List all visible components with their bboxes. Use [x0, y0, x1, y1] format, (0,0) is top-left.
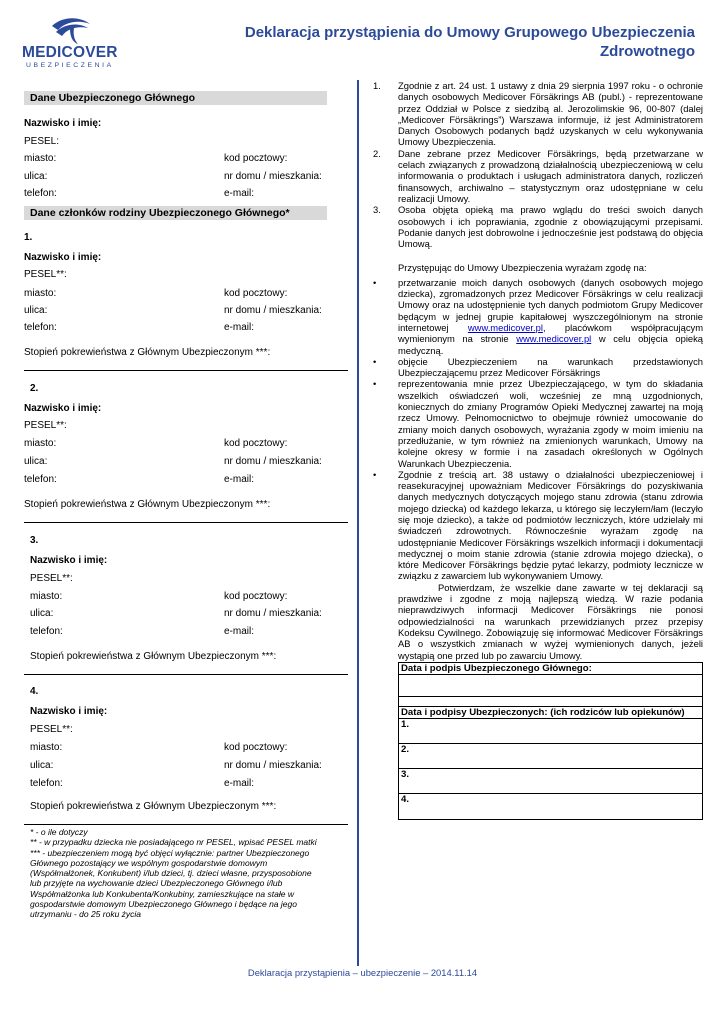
clause-number: 2.	[373, 147, 381, 159]
member-house-label: nr domu / mieszkania:	[224, 760, 322, 771]
signature-row[interactable]: 3.	[399, 769, 702, 794]
member-divider	[24, 824, 348, 825]
member-city-label: miasto:	[30, 742, 63, 753]
main-pesel-label: PESEL:	[24, 136, 60, 147]
member-house-label: nr domu / mieszkania:	[224, 456, 322, 467]
medicover-link[interactable]: www.medicover.pl	[467, 321, 543, 333]
member-city-label: miasto:	[24, 438, 57, 449]
bullet-icon: •	[373, 378, 377, 390]
member-name-label: Nazwisko i imię:	[24, 252, 102, 263]
main-insured-section-header: Dane Ubezpieczonego Głównego	[24, 91, 327, 105]
insured-signature-label: Data i podpisy Ubezpieczonych: (ich rodziców lub opiekunów)	[399, 707, 702, 719]
member-city-label: miasto:	[30, 591, 63, 602]
signature-table	[398, 662, 703, 820]
page-title-line2: Zdrowotnego	[600, 43, 695, 60]
signature-row[interactable]: 1.	[399, 719, 702, 744]
bullet-text: przetwarzanie moich danych osobowych (danych osobowych mojego dziecka), zgromadzonych przez Medicover Försäkrings w celu realizacji Umowy oraz na udostępnienie tych danych podmiotom Grupy Medicover będącym w jednej grupie kapitałowej wyszczególnionym na stronie internetowej	[398, 276, 703, 333]
column-divider	[357, 80, 359, 966]
member-divider	[24, 522, 348, 523]
consent-intro: Przystępując do Umowy Ubezpieczenia wyrażam zgodę na:	[398, 262, 647, 274]
member-relation-label: Stopień pokrewieństwa z Głównym Ubezpieczonym ***:	[30, 801, 277, 812]
member-phone-label: telefon:	[24, 474, 57, 485]
footnote-line: ** - w przypadku dziecka nie posiadającego nr PESEL, wpisać PESEL matki	[30, 837, 317, 848]
medicover-link[interactable]: www.medicover.pl	[516, 333, 592, 345]
main-street-label: ulica:	[24, 171, 48, 182]
footnote-line: *** - ubezpieczeniem mogą być objęci wyłącznie: partner Ubezpieczonego	[30, 847, 310, 858]
main-email-label: e-mail:	[224, 188, 255, 199]
consent-bullet	[373, 356, 703, 379]
footnote-line: utrzymaniu - do 25 roku życia	[30, 909, 142, 920]
member-number: 2.	[30, 383, 39, 394]
family-section-header: Dane członków rodziny Ubezpieczonego Głównego*	[24, 206, 327, 220]
clause	[373, 204, 703, 249]
member-phone-label: telefon:	[30, 778, 63, 789]
member-number: 1.	[24, 232, 33, 243]
bullet-text: objęcie Ubezpieczeniem na warunkach przedstawionych Ubezpieczającemu przez Medicover Försäkrings	[398, 355, 703, 379]
member-relation-label: Stopień pokrewieństwa z Głównym Ubezpieczonym ***:	[30, 651, 277, 662]
bullet-text: , placówkom współpracującym wymienionym na stronie	[398, 321, 704, 345]
member-divider	[24, 674, 348, 675]
member-divider	[24, 370, 348, 371]
footnote-line: (Współmałżonek, Konkubent) i/lub dzieci, tj. dzieci własne, przysposobione	[30, 868, 312, 879]
member-postal-label: kod pocztowy:	[224, 591, 288, 602]
footnotes	[30, 827, 355, 920]
member-street-label: ulica:	[30, 760, 54, 771]
main-signature-field[interactable]	[399, 675, 702, 697]
right-column	[373, 80, 703, 820]
footnote-line: * - o ile dotyczy	[30, 827, 88, 837]
consent-bullet	[373, 469, 703, 582]
main-postal-label: kod pocztowy:	[224, 153, 288, 164]
confirmation-text: Potwierdzam, że wszelkie dane zawarte w tej deklaracji są prawdziwe i zgodne z moją najlepszą wiedzą. W razie podania nieprawdziwych informacji Medicover Försäkrings nie ponosi odpowiedzialności na warunkach przewidzianych przez przepisy Kodeksu Cywilnego. Zobowiązuję się informować Medicover Försäkrings AB o wszystkich zmianach w wyżej wymienionych danych, jeżeli wystąpią one przed lub po zawarciu Umowy.	[398, 581, 703, 661]
logo-subtitle: UBEZPIECZENIA	[26, 62, 114, 69]
member-phone-label: telefon:	[24, 322, 57, 333]
member-house-label: nr domu / mieszkania:	[224, 305, 322, 316]
member-phone-label: telefon:	[30, 626, 63, 637]
clause-number: 1.	[373, 80, 381, 91]
member-relation-label: Stopień pokrewieństwa z Głównym Ubezpieczonym ***:	[24, 347, 271, 358]
member-street-label: ulica:	[24, 456, 48, 467]
clause-text: Osoba objęta opieką ma prawo wglądu do treści swoich danych osobowych i ich poprawiania, zgodnie z obowiązującymi przepisami. Podanie danych jest dobrowolne i jednocześnie jest podstawą do objęcia Umową.	[398, 204, 703, 250]
consent-bullet	[373, 277, 703, 356]
page-footer: Deklaracja przystąpienia – ubezpieczenie – 2014.11.14	[247, 967, 478, 978]
member-email-label: e-mail:	[224, 474, 255, 485]
member-pesel-label: PESEL**:	[24, 269, 67, 280]
bullet-icon: •	[373, 276, 377, 288]
member-relation-label: Stopień pokrewieństwa z Głównym Ubezpieczonym ***:	[24, 499, 271, 510]
member-pesel-label: PESEL**:	[24, 420, 67, 431]
member-name-label: Nazwisko i imię:	[30, 706, 108, 717]
main-house-label: nr domu / mieszkania:	[224, 171, 322, 182]
logo-text: MEDICOVER	[22, 44, 118, 61]
member-number: 4.	[30, 686, 39, 697]
clause-number: 3.	[373, 204, 381, 216]
clause	[373, 80, 703, 148]
member-email-label: e-mail:	[224, 322, 255, 333]
member-postal-label: kod pocztowy:	[224, 288, 288, 299]
bullet-icon: •	[373, 468, 377, 480]
bullet-icon: •	[373, 355, 377, 367]
consent-bullet	[373, 378, 703, 468]
member-pesel-label: PESEL**:	[30, 724, 73, 735]
member-postal-label: kod pocztowy:	[224, 742, 288, 753]
member-email-label: e-mail:	[224, 778, 255, 789]
footnote-line: Współmałżonka lub Konkubenta/Konkubiny, zamieszkujące na stałe w	[30, 888, 294, 899]
page-title-line1: Deklaracja przystąpienia do Umowy Grupowego Ubezpieczenia	[244, 24, 695, 41]
member-house-label: nr domu / mieszkania:	[224, 608, 322, 619]
member-postal-label: kod pocztowy:	[224, 438, 288, 449]
bullet-text: w celu objęcia opieką medyczną.	[398, 333, 704, 356]
bullet-text: Zgodnie z treścią art. 38 ustawy o działalności ubezpieczeniowej i reasekuracyjnej upoważniam Medicover Försäkrings do pozyskiwania danych medycznych dotyczących mojego stanu zdrowia (stanu zdrowia mojego dziecka) od każdego lekarza, u którego się leczyłem/łam (leczyło się moje dziecko), a także od podmiotów leczniczych, które udzielały mi świadczeń zdrowotnych. Równocześnie wyrażam zgodę na udostępnianie Medicover Försäkrings wszelkich informacji i dokumentacji medycznej o moim stanie zdrowia (stanie zdrowia mojego dziecka), o które Medicover Försäkrings będzie pytać lekarzy, podmioty lecznicze w związku z zawarciem lub wykonywaniem Umowy.	[398, 468, 703, 582]
footnote-line: Głównego pozostający we wspólnym gospodarstwie domowym	[30, 857, 268, 868]
member-street-label: ulica:	[24, 305, 48, 316]
signature-row[interactable]: 4.	[401, 793, 410, 805]
member-city-label: miasto:	[24, 288, 57, 299]
main-phone-label: telefon:	[24, 188, 57, 199]
clause-text: Zgodnie z art. 24 ust. 1 ustawy z dnia 29 sierpnia 1997 roku - o ochronie danych osobowych Medicover Försäkrings AB (publ.) - reprezentowane przez Oddział w Polsce z siedzibą al. Jerozolimskie 96, 00-807 (dalej „Medicover Försäkrings”) Warszawa informuje, iż jest Administratorem Danych Osobowych podanych bądź uzyskanych w celu wykonywania Umowy Ubezpieczenia.	[398, 80, 703, 148]
bullet-text: reprezentowania mnie przez Ubezpieczającego, w tym do składania wszelkich oświadczeń woli, wcześniej ze mną uzgodnionych, koniecznych do zmiany Programów Opieki Medycznej zawartej na moją rzecz Umowy. Pełnomocnictwo to obejmuje również umocowanie do zmiany moich danych osobowych, wyrażania zgody w moim imieniu na przedłużanie, w tym również na zmienionych warunkach, Umowy na kolejne okresy w formie i na zasadach określonych w Ogólnych Warunkach Ubezpieczenia.	[398, 378, 703, 469]
member-pesel-label: PESEL**:	[30, 573, 73, 584]
clause-text: Dane zebrane przez Medicover Försäkrings, będą przetwarzane w celach związanych z prowadzoną działalnością ubezpieczeniową w celu informowania o produktach i usługach administratora danych, rozliczeń finansowych, archiwalno – statystycznym oraz udostępniane w celu realizacji Umowy.	[398, 147, 703, 204]
main-city-label: miasto:	[24, 153, 57, 164]
footnote-line: lub przyjęte na wychowanie dzieci Ubezpieczonego Głównego i/lub	[30, 878, 283, 889]
member-name-label: Nazwisko i imię:	[30, 555, 108, 566]
main-signature-label: Data i podpis Ubezpieczonego Głównego:	[399, 663, 702, 675]
member-number: 3.	[30, 535, 39, 546]
member-email-label: e-mail:	[224, 626, 255, 637]
signature-spacer	[399, 697, 702, 707]
main-name-label: Nazwisko i imię:	[24, 118, 102, 129]
signature-row[interactable]: 2.	[399, 744, 702, 769]
footnote-line: gospodarstwie domowym Ubezpieczonego Głównego i będące na jego	[30, 899, 297, 910]
clause	[373, 148, 703, 204]
member-street-label: ulica:	[30, 608, 54, 619]
member-name-label: Nazwisko i imię:	[24, 403, 102, 414]
